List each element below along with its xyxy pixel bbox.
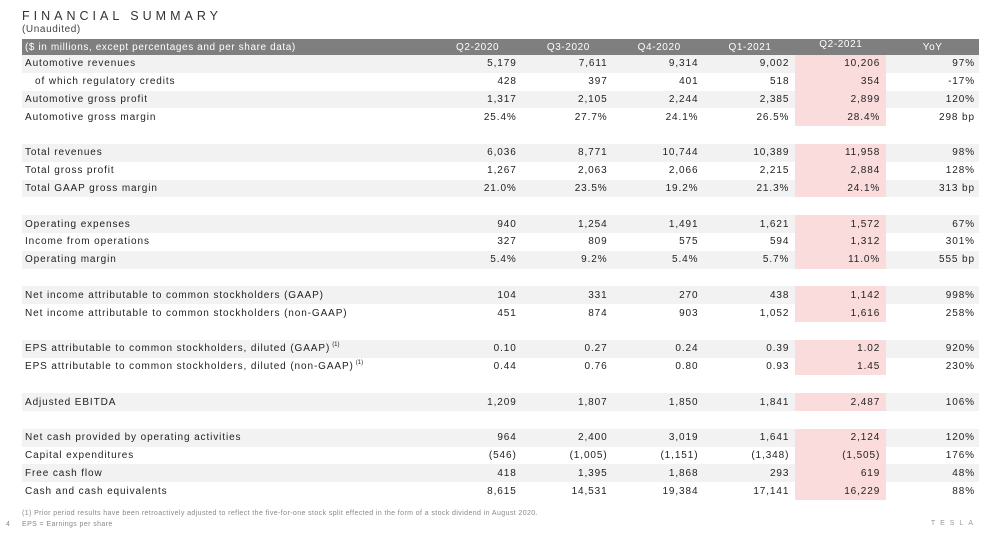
cell-q4-2020: 575 xyxy=(679,236,699,248)
cell-q3-2020: 2,063 xyxy=(578,165,608,177)
cell-q1-2021: 594 xyxy=(769,236,790,248)
cell-q2-2020: 0.10 xyxy=(493,343,517,355)
footnote-marker: (1) xyxy=(332,342,340,349)
cell-q4-2020: (1,151) xyxy=(660,449,699,461)
row-label xyxy=(22,219,432,230)
cell-yoy: 48% xyxy=(952,467,975,479)
cell-q4-2020: 270 xyxy=(679,289,699,301)
cell-q4-2020: 5.4% xyxy=(672,254,699,266)
cell-yoy: 97% xyxy=(952,58,975,70)
row-label-text: of which regulatory credits xyxy=(35,76,176,88)
cell-q1-2021: 1,841 xyxy=(759,396,790,408)
cell-q4-2020: 2,244 xyxy=(668,93,699,105)
cell-q1-2021: 1,621 xyxy=(759,218,790,230)
row-label-text: Total GAAP gross margin xyxy=(25,182,158,194)
cell-q1-2021: 0.93 xyxy=(766,360,790,372)
row-label xyxy=(22,94,432,105)
cell-yoy: 298 bp xyxy=(938,111,975,123)
table-row xyxy=(22,286,979,304)
cell-q1-2021: 0.39 xyxy=(766,343,790,355)
cell-q2-2020: 0.44 xyxy=(493,360,517,372)
cell-q1-2021: 1,641 xyxy=(759,432,790,444)
cell-q1-2021: 293 xyxy=(769,467,790,479)
table-row xyxy=(22,340,979,358)
cell-q4-2020: 9,314 xyxy=(668,58,699,70)
cell-q2-2020: 1,267 xyxy=(487,165,517,177)
cell-q2-2020: 25.4% xyxy=(483,111,517,123)
row-label-text: Net income attributable to common stockholders (non-GAAP) xyxy=(25,307,348,319)
cell-q3-2020: 0.27 xyxy=(584,343,608,355)
cell-q3-2020: 27.7% xyxy=(574,111,608,123)
cell-yoy: 301% xyxy=(945,236,975,248)
cell-q4-2020: 903 xyxy=(679,307,699,319)
cell-yoy: -17% xyxy=(948,76,976,88)
cell-yoy: 120% xyxy=(945,93,975,105)
table-row xyxy=(22,393,979,411)
row-label-text: Total revenues xyxy=(25,147,103,159)
table-row xyxy=(22,162,979,180)
cell-q3-2020: 23.5% xyxy=(574,182,608,194)
cell-q3-2020: 7,611 xyxy=(578,58,608,70)
footnote-eps: EPS = Earnings per share xyxy=(22,521,113,528)
cell-yoy: 176% xyxy=(945,449,975,461)
cell-q3-2020: 397 xyxy=(588,76,608,88)
row-label-text: Automotive revenues xyxy=(25,58,137,70)
cell-q4-2020: 3,019 xyxy=(668,432,699,444)
group-spacer xyxy=(22,269,979,287)
row-label xyxy=(22,112,432,123)
row-label xyxy=(22,76,432,87)
table-body xyxy=(22,55,979,500)
cell-q2-2021: 24.1% xyxy=(795,180,886,198)
brand-wordmark: TESLA xyxy=(930,520,978,527)
row-label-text: Free cash flow xyxy=(25,467,103,479)
cell-q2-2021: 10,206 xyxy=(795,55,886,73)
page-title: FINANCIAL SUMMARY xyxy=(22,9,222,23)
table-row xyxy=(22,447,979,465)
table-header xyxy=(22,39,979,55)
cell-yoy: 555 bp xyxy=(938,254,975,266)
cell-q2-2021: 1,142 xyxy=(795,286,886,304)
cell-yoy: 88% xyxy=(952,485,975,497)
group-spacer xyxy=(22,411,979,429)
cell-q1-2021: 21.3% xyxy=(756,182,790,194)
cell-q3-2020: 809 xyxy=(588,236,608,248)
cell-q4-2020: 2,066 xyxy=(668,165,699,177)
cell-q1-2021: 1,052 xyxy=(759,307,790,319)
cell-yoy: 67% xyxy=(952,218,975,230)
cell-q3-2020: 1,254 xyxy=(578,218,608,230)
cell-q1-2021: 10,389 xyxy=(753,147,790,159)
header-label: ($ in millions, except percentages and per share data) xyxy=(25,41,296,53)
cell-yoy: 230% xyxy=(945,360,975,372)
table-row xyxy=(22,251,979,269)
header-col-q1-2021: Q1-2021 xyxy=(728,41,772,53)
cell-q1-2021: 2,385 xyxy=(759,93,790,105)
cell-q2-2020: 1,209 xyxy=(487,396,517,408)
cell-q2-2020: 1,317 xyxy=(487,93,517,105)
group-spacer xyxy=(22,126,979,144)
cell-q3-2020: 2,400 xyxy=(578,432,608,444)
cell-q2-2021: 28.4% xyxy=(795,108,886,126)
cell-q1-2021: 2,215 xyxy=(759,165,790,177)
header-col-q2-2021: Q2-2021 xyxy=(819,39,863,50)
cell-q2-2020: 5.4% xyxy=(490,254,517,266)
table-row xyxy=(22,73,979,91)
row-label-text: Cash and cash equivalents xyxy=(25,485,168,497)
cell-q2-2021: 619 xyxy=(795,464,886,482)
table-row xyxy=(22,108,979,126)
cell-yoy: 920% xyxy=(945,343,975,355)
cell-q2-2021: 1,312 xyxy=(795,233,886,251)
table-row xyxy=(22,482,979,500)
cell-q3-2020: 8,771 xyxy=(578,147,608,159)
cell-q3-2020: 874 xyxy=(588,307,608,319)
cell-q3-2020: 0.76 xyxy=(584,360,608,372)
group-spacer xyxy=(22,375,979,393)
page-number: 4 xyxy=(6,521,10,528)
financial-table xyxy=(22,39,979,500)
row-label-text: EPS attributable to common stockholders, diluted (non-GAAP) xyxy=(25,360,354,372)
row-label-text: Net income attributable to common stockholders (GAAP) xyxy=(25,289,324,301)
table-row xyxy=(22,91,979,109)
cell-q3-2020: 2,105 xyxy=(578,93,608,105)
cell-q4-2020: 24.1% xyxy=(665,111,699,123)
row-label-text: Income from operations xyxy=(25,236,150,248)
header-col-q3-2020: Q3-2020 xyxy=(546,41,590,53)
cell-q1-2021: 5.7% xyxy=(762,254,790,266)
cell-q2-2020: 6,036 xyxy=(487,147,517,159)
row-label xyxy=(22,486,432,497)
header-col-q4-2020: Q4-2020 xyxy=(637,41,681,53)
footnote-marker: (1) xyxy=(355,359,364,366)
row-label-text: Operating expenses xyxy=(25,218,131,230)
cell-q4-2020: 1,850 xyxy=(668,396,699,408)
row-label xyxy=(22,468,432,479)
cell-q2-2021: 1.02 xyxy=(795,340,886,358)
cell-q4-2020: 19.2% xyxy=(665,182,699,194)
cell-q2-2020: 5,179 xyxy=(487,58,517,70)
cell-q2-2020: 964 xyxy=(497,432,517,444)
cell-q3-2020: 1,395 xyxy=(578,467,608,479)
cell-q3-2020: 9.2% xyxy=(581,254,608,266)
cell-q4-2020: 10,744 xyxy=(662,147,699,159)
cell-q2-2020: (546) xyxy=(488,449,517,461)
group-spacer xyxy=(22,197,979,215)
cell-q1-2021: 17,141 xyxy=(753,485,790,497)
cell-q1-2021: 9,002 xyxy=(759,58,790,70)
cell-q4-2020: 1,491 xyxy=(668,218,699,230)
row-label-text: Net cash provided by operating activities xyxy=(25,432,242,444)
row-label-text: Automotive gross margin xyxy=(25,111,157,123)
row-label-text: Total gross profit xyxy=(25,165,115,177)
row-label-text: EPS attributable to common stockholders, diluted (GAAP) xyxy=(25,343,331,355)
cell-q2-2021: 2,124 xyxy=(795,429,886,447)
row-label xyxy=(22,236,432,247)
cell-q2-2021: 354 xyxy=(795,73,886,91)
row-label xyxy=(22,343,432,354)
cell-q2-2021: 1,616 xyxy=(795,304,886,322)
cell-yoy: 998% xyxy=(945,289,975,301)
page-subtitle: (Unaudited) xyxy=(22,24,81,35)
table-row xyxy=(22,358,979,376)
row-label-text: Automotive gross profit xyxy=(25,93,148,105)
footnote-split: (1) Prior period results have been retroactively adjusted to reflect the five-for-one stock split effected in the form of a stock dividend in August 2020. xyxy=(22,510,538,517)
cell-q2-2021: 1.45 xyxy=(795,358,886,376)
table-row xyxy=(22,55,979,73)
cell-q3-2020: 14,531 xyxy=(571,485,608,497)
row-label-text: Operating margin xyxy=(25,254,117,266)
row-label xyxy=(22,361,432,372)
cell-q3-2020: 1,807 xyxy=(578,396,608,408)
cell-yoy: 128% xyxy=(945,165,975,177)
cell-q2-2020: 428 xyxy=(497,76,517,88)
row-label xyxy=(22,290,432,301)
table-row xyxy=(22,304,979,322)
table-row xyxy=(22,429,979,447)
row-label-text: Capital expenditures xyxy=(25,449,135,461)
row-label xyxy=(22,58,432,69)
cell-q2-2021: 11,958 xyxy=(795,144,886,162)
cell-q4-2020: 19,384 xyxy=(662,485,699,497)
cell-q2-2021: (1,505) xyxy=(795,447,886,465)
cell-q1-2021: 438 xyxy=(769,289,790,301)
header-col-yoy: YoY xyxy=(922,41,943,53)
cell-q4-2020: 1,868 xyxy=(668,467,699,479)
cell-q2-2020: 21.0% xyxy=(483,182,517,194)
table-row xyxy=(22,464,979,482)
cell-q4-2020: 0.80 xyxy=(675,360,699,372)
cell-yoy: 106% xyxy=(945,396,975,408)
header-col-q2-2020: Q2-2020 xyxy=(456,41,500,53)
cell-q2-2020: 418 xyxy=(497,467,517,479)
cell-q2-2020: 104 xyxy=(497,289,517,301)
cell-q2-2020: 451 xyxy=(497,307,517,319)
row-label xyxy=(22,254,432,265)
cell-q3-2020: 331 xyxy=(588,289,608,301)
table-row xyxy=(22,233,979,251)
row-label-text: Adjusted EBITDA xyxy=(25,396,117,408)
cell-q2-2021: 11.0% xyxy=(795,251,886,269)
table-row xyxy=(22,215,979,233)
cell-yoy: 313 bp xyxy=(938,182,975,194)
cell-q2-2021: 2,884 xyxy=(795,162,886,180)
table-row xyxy=(22,180,979,198)
cell-q3-2020: (1,005) xyxy=(569,449,608,461)
cell-q2-2021: 16,229 xyxy=(795,482,886,500)
cell-q1-2021: (1,348) xyxy=(751,449,790,461)
row-label xyxy=(22,165,432,176)
cell-yoy: 120% xyxy=(945,432,975,444)
cell-yoy: 98% xyxy=(952,147,975,159)
cell-q2-2021: 2,899 xyxy=(795,91,886,109)
cell-q2-2020: 940 xyxy=(497,218,517,230)
cell-q4-2020: 401 xyxy=(679,76,699,88)
cell-yoy: 258% xyxy=(945,307,975,319)
cell-q1-2021: 26.5% xyxy=(756,111,790,123)
row-label xyxy=(22,183,432,194)
row-label xyxy=(22,147,432,158)
cell-q2-2021: 1,572 xyxy=(795,215,886,233)
cell-q2-2021: 2,487 xyxy=(795,393,886,411)
row-label xyxy=(22,308,432,319)
row-label xyxy=(22,397,432,408)
cell-q2-2020: 327 xyxy=(497,236,517,248)
cell-q2-2020: 8,615 xyxy=(487,485,517,497)
cell-q4-2020: 0.24 xyxy=(675,343,699,355)
table-row xyxy=(22,144,979,162)
group-spacer xyxy=(22,322,979,340)
row-label xyxy=(22,432,432,443)
cell-q1-2021: 518 xyxy=(770,76,790,88)
row-label xyxy=(22,450,432,461)
